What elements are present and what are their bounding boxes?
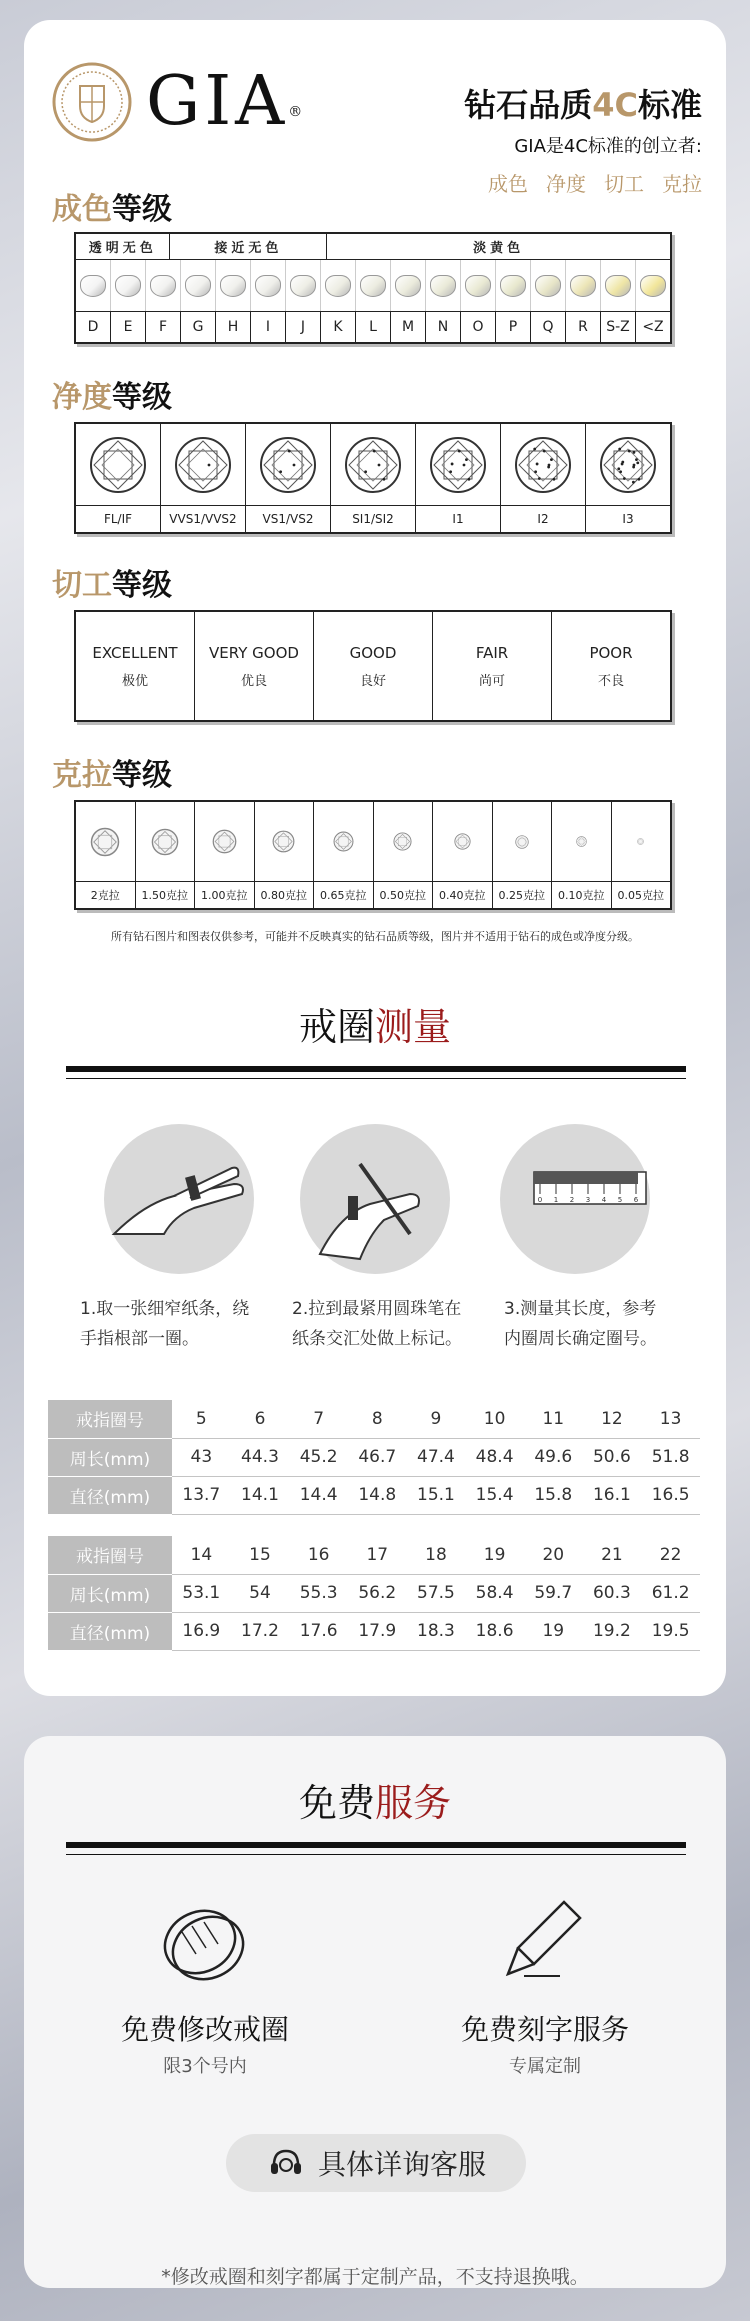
step-3-text: 3.测量其长度，参考 内圈周长确定圈号。 bbox=[504, 1299, 657, 1349]
four-c-item: 克拉 bbox=[662, 172, 702, 196]
pen-mark-icon bbox=[300, 1124, 450, 1274]
clarity-image bbox=[586, 424, 670, 506]
table-cell: 19 bbox=[524, 1612, 583, 1650]
ruler-label: 5 bbox=[617, 1196, 623, 1204]
clarity-grade-title: 净度等级 bbox=[52, 380, 172, 415]
color-gem-cell bbox=[531, 260, 566, 311]
table-cell: 17.6 bbox=[289, 1612, 348, 1650]
diamond-icon bbox=[640, 275, 666, 297]
consult-label: 具体详询客服 bbox=[317, 2148, 486, 2181]
color-group-header bbox=[76, 234, 670, 260]
table-cell: 16.1 bbox=[583, 1476, 642, 1514]
clarity-label: VS1/VS2 bbox=[262, 512, 314, 526]
table-cell: 19 bbox=[465, 1536, 524, 1574]
clarity-grade-table bbox=[74, 422, 672, 534]
diamond-top-icon bbox=[598, 435, 658, 495]
service-resize-title: 免费修改戒圈 bbox=[120, 2013, 289, 2046]
ruler-label: 3 bbox=[585, 1196, 591, 1204]
ring-size-table-1 bbox=[48, 1400, 700, 1515]
color-grade-letter: J bbox=[286, 312, 321, 342]
color-grade-letter: S-Z bbox=[601, 312, 636, 342]
diamond-top-icon bbox=[513, 435, 573, 495]
step-1-illustration bbox=[104, 1124, 254, 1274]
carat-label: 1.50克拉 bbox=[141, 889, 188, 902]
consult-customer-service-button[interactable] bbox=[226, 2134, 526, 2192]
row-header: 周长(mm) bbox=[48, 1574, 172, 1612]
table-cell: 16.5 bbox=[641, 1476, 700, 1514]
table-cell: 46.7 bbox=[348, 1438, 407, 1476]
diamond-icon bbox=[465, 275, 491, 297]
table-cell: 12 bbox=[583, 1400, 642, 1438]
cut-grade-table bbox=[74, 610, 672, 722]
color-gem-cell bbox=[216, 260, 251, 311]
diamond-size-icon bbox=[151, 828, 179, 856]
table-cell: 53.1 bbox=[172, 1574, 231, 1612]
color-gem-cell bbox=[111, 260, 146, 311]
gia-logo-text: GIA® bbox=[146, 62, 303, 141]
row-header: 戒指圈号 bbox=[48, 1400, 172, 1438]
color-group-label: 透明无色 bbox=[76, 234, 170, 259]
step-2-illustration bbox=[300, 1124, 450, 1274]
step-2-text: 2.拉到最紧用圆珠笔在 纸条交汇处做上标记。 bbox=[292, 1299, 462, 1349]
table-row bbox=[48, 1612, 700, 1650]
clarity-label: VVS1/VVS2 bbox=[169, 512, 237, 526]
carat-label: 0.65克拉 bbox=[320, 889, 367, 902]
ring-icon bbox=[152, 1892, 252, 1992]
clarity-cell bbox=[76, 424, 161, 532]
clarity-image bbox=[76, 424, 160, 506]
diamond-size-icon bbox=[515, 835, 529, 849]
table-cell: 7 bbox=[289, 1400, 348, 1438]
diamond-top-icon bbox=[88, 435, 148, 495]
clarity-image bbox=[331, 424, 415, 506]
gia-seal-icon bbox=[52, 62, 132, 142]
clarity-image bbox=[501, 424, 585, 506]
carat-cell bbox=[136, 802, 196, 908]
color-grade-letter: L bbox=[356, 312, 391, 342]
clarity-cell bbox=[501, 424, 586, 532]
diamond-size-icon bbox=[576, 836, 587, 847]
divider bbox=[66, 1854, 686, 1855]
table-cell: 55.3 bbox=[289, 1574, 348, 1612]
table-row bbox=[48, 1438, 700, 1476]
carat-cell bbox=[552, 802, 612, 908]
table-cell: 56.2 bbox=[348, 1574, 407, 1612]
service-engrave-title: 免费刻字服务 bbox=[460, 2013, 629, 2046]
carat-label: 0.05克拉 bbox=[617, 889, 664, 902]
diamond-icon bbox=[255, 275, 281, 297]
diamond-icon bbox=[150, 275, 176, 297]
table-cell: 6 bbox=[231, 1400, 290, 1438]
table-cell: 18.6 bbox=[465, 1612, 524, 1650]
service-title: 免费服务 bbox=[298, 1781, 452, 1825]
cut-label-zh: 极优 bbox=[121, 673, 148, 689]
service-engrave-sub: 专属定制 bbox=[509, 2056, 581, 2077]
color-grade-letter: Q bbox=[531, 312, 566, 342]
color-gem-cell bbox=[601, 260, 636, 311]
carat-image bbox=[136, 802, 195, 882]
table-cell: 11 bbox=[524, 1400, 583, 1438]
step-3-illustration bbox=[500, 1124, 650, 1274]
cut-cell bbox=[314, 612, 433, 720]
table-cell: 59.7 bbox=[524, 1574, 583, 1612]
clarity-label: I2 bbox=[537, 512, 549, 526]
diamond-icon bbox=[430, 275, 456, 297]
table-cell: 15 bbox=[231, 1536, 290, 1574]
diamond-icon bbox=[185, 275, 211, 297]
clarity-label: I1 bbox=[452, 512, 464, 526]
clarity-cell bbox=[161, 424, 246, 532]
four-c-item: 切工 bbox=[604, 172, 644, 196]
diamond-icon bbox=[500, 275, 526, 297]
diamond-top-icon bbox=[258, 435, 318, 495]
table-cell: 49.6 bbox=[524, 1438, 583, 1476]
table-cell: 43 bbox=[172, 1438, 231, 1476]
diamond-icon bbox=[220, 275, 246, 297]
carat-image bbox=[374, 802, 433, 882]
table-cell: 13 bbox=[641, 1400, 700, 1438]
table-cell: 18.3 bbox=[407, 1612, 466, 1650]
diamond-size-icon bbox=[333, 831, 354, 852]
ruler-label: 0 bbox=[537, 1196, 543, 1204]
cut-label-en: FAIR bbox=[475, 643, 509, 662]
diamond-size-icon bbox=[454, 833, 471, 850]
diamond-size-icon bbox=[90, 827, 120, 857]
diamond-icon bbox=[325, 275, 351, 297]
cut-cell bbox=[552, 612, 670, 720]
color-gem-cell bbox=[321, 260, 356, 311]
diamond-top-icon bbox=[173, 435, 233, 495]
divider bbox=[66, 1842, 686, 1848]
carat-image bbox=[314, 802, 373, 882]
diamond-size-icon bbox=[637, 838, 644, 845]
diamond-size-icon bbox=[212, 829, 237, 854]
headset-icon bbox=[266, 2143, 306, 2183]
divider bbox=[66, 1066, 686, 1072]
cut-label-en: GOOD bbox=[349, 643, 397, 662]
color-grade-letter: P bbox=[496, 312, 531, 342]
carat-label: 1.00克拉 bbox=[201, 889, 248, 902]
carat-cell bbox=[493, 802, 553, 908]
cut-label-en: POOR bbox=[589, 643, 633, 662]
service-resize-sub: 限3个号内 bbox=[163, 2056, 247, 2077]
cut-label-zh: 尚可 bbox=[478, 673, 505, 689]
carat-cell bbox=[255, 802, 315, 908]
color-grade-letter: H bbox=[216, 312, 251, 342]
clarity-label: FL/IF bbox=[103, 512, 133, 526]
table-cell: 15.4 bbox=[465, 1476, 524, 1514]
clarity-image bbox=[161, 424, 245, 506]
cut-cell bbox=[433, 612, 552, 720]
carat-image bbox=[552, 802, 611, 882]
color-grade-letter: M bbox=[391, 312, 426, 342]
cut-label-zh: 不良 bbox=[597, 673, 624, 689]
color-grade-letter: R bbox=[566, 312, 601, 342]
carat-cell bbox=[374, 802, 434, 908]
table-cell: 19.5 bbox=[641, 1612, 700, 1650]
color-gem-cell bbox=[496, 260, 531, 311]
diamond-top-icon bbox=[428, 435, 488, 495]
clarity-cell bbox=[331, 424, 416, 532]
ruler-label: 2 bbox=[569, 1196, 575, 1204]
color-letter-row bbox=[76, 312, 670, 342]
clarity-label: I3 bbox=[622, 512, 634, 526]
ruler-label: 4 bbox=[601, 1196, 607, 1204]
carat-cell bbox=[314, 802, 374, 908]
color-gem-cell bbox=[286, 260, 321, 311]
table-cell: 17.9 bbox=[348, 1612, 407, 1650]
table-cell: 22 bbox=[641, 1536, 700, 1574]
table-row bbox=[48, 1476, 700, 1514]
table-cell: 48.4 bbox=[465, 1438, 524, 1476]
color-grade-letter: D bbox=[76, 312, 111, 342]
clarity-image bbox=[416, 424, 500, 506]
ruler-label: 6 bbox=[633, 1196, 639, 1204]
clarity-image bbox=[246, 424, 330, 506]
carat-image bbox=[612, 802, 671, 882]
clarity-cell bbox=[586, 424, 670, 532]
carat-label: 0.50克拉 bbox=[379, 889, 426, 902]
table-cell: 9 bbox=[407, 1400, 466, 1438]
four-c-item: 净度 bbox=[546, 172, 586, 196]
carat-cell bbox=[612, 802, 671, 908]
row-header: 直径(mm) bbox=[48, 1612, 172, 1650]
color-gem-cell bbox=[146, 260, 181, 311]
carat-cell bbox=[433, 802, 493, 908]
diamond-size-icon bbox=[393, 832, 412, 851]
table-cell: 20 bbox=[524, 1536, 583, 1574]
color-gem-cell bbox=[76, 260, 111, 311]
four-c-list bbox=[488, 168, 702, 197]
row-header: 戒指圈号 bbox=[48, 1536, 172, 1574]
table-cell: 10 bbox=[465, 1400, 524, 1438]
table-cell: 54 bbox=[231, 1574, 290, 1612]
table-cell: 16 bbox=[289, 1536, 348, 1574]
clarity-cell bbox=[416, 424, 501, 532]
table-cell: 15.1 bbox=[407, 1476, 466, 1514]
diamond-icon bbox=[360, 275, 386, 297]
table-cell: 15.8 bbox=[524, 1476, 583, 1514]
table-cell: 17 bbox=[348, 1536, 407, 1574]
row-header: 直径(mm) bbox=[48, 1476, 172, 1514]
carat-label: 0.40克拉 bbox=[439, 889, 486, 902]
step-1-text: 1.取一张细窄纸条，绕 手指根部一圈。 bbox=[80, 1299, 250, 1349]
ring-size-table-2 bbox=[48, 1536, 700, 1651]
color-group-label: 接近无色 bbox=[170, 234, 327, 259]
color-grade-letter: <Z bbox=[642, 319, 664, 335]
table-cell: 13.7 bbox=[172, 1476, 231, 1514]
cut-label-zh: 良好 bbox=[359, 673, 386, 689]
color-grade-letter: F bbox=[146, 312, 181, 342]
carat-label: 0.10克拉 bbox=[558, 889, 605, 902]
engraving-pen-icon bbox=[494, 1892, 594, 1992]
table-cell: 45.2 bbox=[289, 1438, 348, 1476]
table-cell: 14.1 bbox=[231, 1476, 290, 1514]
table-cell: 17.2 bbox=[231, 1612, 290, 1650]
color-group-label: 淡黄色 bbox=[473, 241, 525, 256]
color-grade-letter: K bbox=[321, 312, 356, 342]
carat-label: 2克拉 bbox=[90, 889, 120, 902]
color-gem-cell bbox=[181, 260, 216, 311]
cut-label-zh: 优良 bbox=[240, 673, 267, 689]
diamond-top-icon bbox=[343, 435, 403, 495]
table-cell: 60.3 bbox=[583, 1574, 642, 1612]
color-grade-letter: O bbox=[461, 312, 496, 342]
table-cell: 5 bbox=[172, 1400, 231, 1438]
clarity-label: SI1/SI2 bbox=[352, 512, 394, 526]
carat-cell bbox=[76, 802, 136, 908]
color-gem-cell bbox=[251, 260, 286, 311]
table-cell: 14 bbox=[172, 1536, 231, 1574]
diamond-icon bbox=[570, 275, 596, 297]
carat-cell bbox=[195, 802, 255, 908]
table-cell: 16.9 bbox=[172, 1612, 231, 1650]
ruler-label: 1 bbox=[553, 1196, 559, 1204]
cut-grade-title: 切工等级 bbox=[52, 568, 172, 603]
color-grade-letter: I bbox=[251, 312, 286, 342]
cut-cell bbox=[76, 612, 195, 720]
footnote: *修改戒圈和刻字都属于定制产品，不支持退换哦。 bbox=[161, 2266, 589, 2288]
table-cell: 61.2 bbox=[641, 1574, 700, 1612]
hand-wrap-icon bbox=[104, 1124, 254, 1274]
carat-image bbox=[255, 802, 314, 882]
diamond-icon bbox=[115, 275, 141, 297]
ring-measure-title: 戒圈测量 bbox=[298, 1005, 452, 1049]
four-c-item: 成色 bbox=[488, 172, 528, 196]
diamond-icon bbox=[605, 275, 631, 297]
divider bbox=[66, 1078, 686, 1079]
color-grade-table bbox=[74, 232, 672, 344]
color-gem-cell bbox=[391, 260, 426, 311]
table-cell: 50.6 bbox=[583, 1438, 642, 1476]
cut-label-en: EXCELLENT bbox=[92, 643, 178, 662]
carat-image bbox=[493, 802, 552, 882]
table-cell: 51.8 bbox=[641, 1438, 700, 1476]
color-gem-cell bbox=[461, 260, 496, 311]
color-gem-cell bbox=[636, 260, 670, 311]
diamond-size-icon bbox=[272, 830, 295, 853]
carat-image bbox=[433, 802, 492, 882]
diamond-icon bbox=[290, 275, 316, 297]
table-cell: 19.2 bbox=[583, 1612, 642, 1650]
carat-label: 0.80克拉 bbox=[260, 889, 307, 902]
table-row bbox=[48, 1536, 700, 1574]
diamond-icon bbox=[395, 275, 421, 297]
diamond-icon bbox=[80, 275, 106, 297]
carat-disclaimer: 所有钻石图片和图表仅供参考，可能并不反映真实的钻石品质等级，图片并不适用于钻石的成色或净度分级。 bbox=[111, 930, 639, 943]
table-row bbox=[48, 1400, 700, 1438]
cut-cell bbox=[195, 612, 314, 720]
carat-grade-title: 克拉等级 bbox=[52, 758, 172, 793]
table-cell: 14.4 bbox=[289, 1476, 348, 1514]
clarity-cell bbox=[246, 424, 331, 532]
diamond-icon bbox=[535, 275, 561, 297]
color-grade-title: 成色等级 bbox=[52, 192, 172, 227]
table-cell: 44.3 bbox=[231, 1438, 290, 1476]
table-cell: 47.4 bbox=[407, 1438, 466, 1476]
table-cell: 58.4 bbox=[465, 1574, 524, 1612]
color-gem-row bbox=[76, 260, 670, 312]
color-grade-letter: N bbox=[426, 312, 461, 342]
color-gem-cell bbox=[356, 260, 391, 311]
standard-title: 钻石品质4C标准 bbox=[464, 86, 702, 124]
carat-grade-table bbox=[74, 800, 672, 910]
color-grade-letter: E bbox=[111, 312, 146, 342]
table-cell: 18 bbox=[407, 1536, 466, 1574]
row-header: 周长(mm) bbox=[48, 1438, 172, 1476]
table-cell: 21 bbox=[583, 1536, 642, 1574]
color-grade-letter: G bbox=[181, 312, 216, 342]
ruler-icon bbox=[500, 1124, 650, 1274]
color-gem-cell bbox=[566, 260, 601, 311]
standard-subtitle: GIA是4C标准的创立者: bbox=[514, 136, 702, 157]
table-cell: 14.8 bbox=[348, 1476, 407, 1514]
carat-label: 0.25克拉 bbox=[498, 889, 545, 902]
cut-label-en: VERY GOOD bbox=[209, 643, 299, 662]
carat-image bbox=[76, 802, 135, 882]
color-gem-cell bbox=[426, 260, 461, 311]
table-cell: 8 bbox=[348, 1400, 407, 1438]
table-row bbox=[48, 1574, 700, 1612]
carat-image bbox=[195, 802, 254, 882]
table-cell: 57.5 bbox=[407, 1574, 466, 1612]
